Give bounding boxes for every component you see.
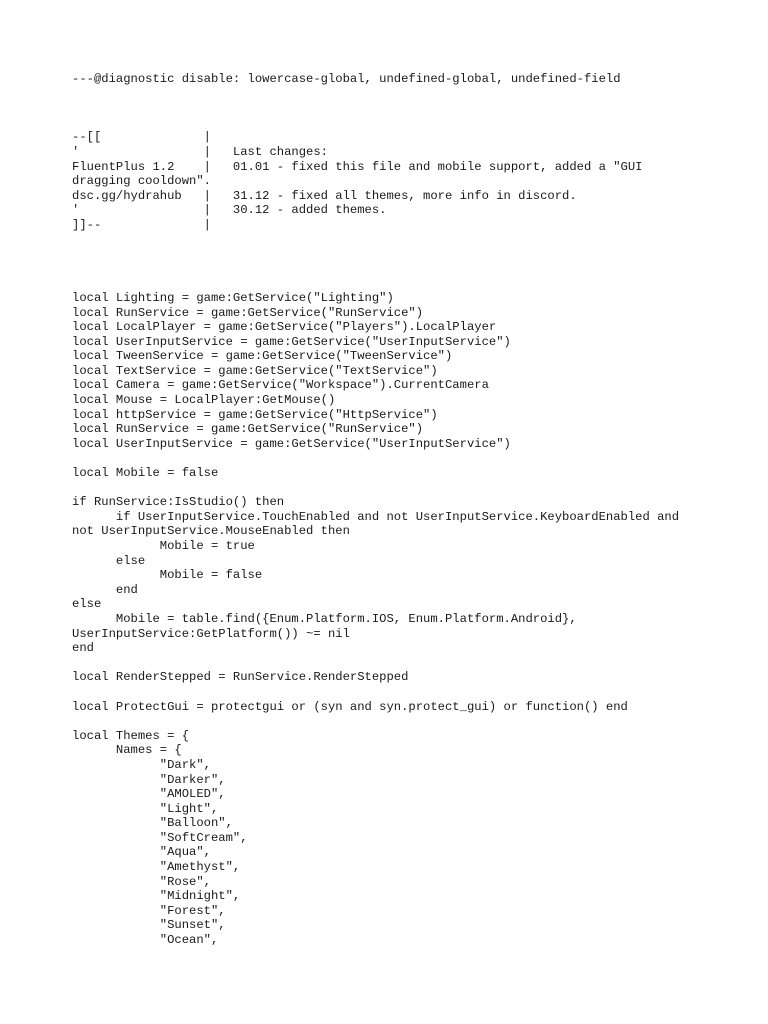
code-text: ---@diagnostic disable: lowercase-global, undefined-global, undefined-field --[[ | ' | Last changes: FluentPlus 1.2 | 01.01 - fixed this file and mobile support, added a "GUI dragging cooldown". dsc.gg/hydrahub | 31.12 - fixed all themes, more info in discord. ' | 30.12 - added themes. ]]-- | local Lighting = game:GetService("Lighting") local RunService = game:GetService("RunService") local LocalPlayer = game:GetService("Players").LocalPlayer local UserInputService = game:GetService("UserInputService") local TweenService = game:GetService("TweenService") local TextService = game:GetService("TextService") local Camera = game:GetService("Workspace").CurrentCamera local Mouse = LocalPlayer:GetMouse() local httpService = game:GetService("HttpService") local RunService = game:GetService("RunService") local UserInputService = game:GetService("UserInputService") local Mobile = false if RunService:IsStudio() then if UserInputService.TouchEnabled and not UserInputService.KeyboardEnabled and not UserInputService.MouseEnabled then Mobile = true else Mobile = false end else Mobile = table.find({Enum.Platform.IOS, Enum.Platform.Android}, UserInputService:GetPlatform()) ~= nil end local RenderStepped = RunService.RenderStepped local ProtectGui = protectgui or (syn and syn.protect_gui) or function() end local Themes = { Names = { "Dark", "Darker", "AMOLED", "Light", "Balloon", "SoftCream", "Aqua", "Amethyst", "Rose", "Midnight", "Forest", "Sunset", "Ocean",: [72, 72, 680, 948]
